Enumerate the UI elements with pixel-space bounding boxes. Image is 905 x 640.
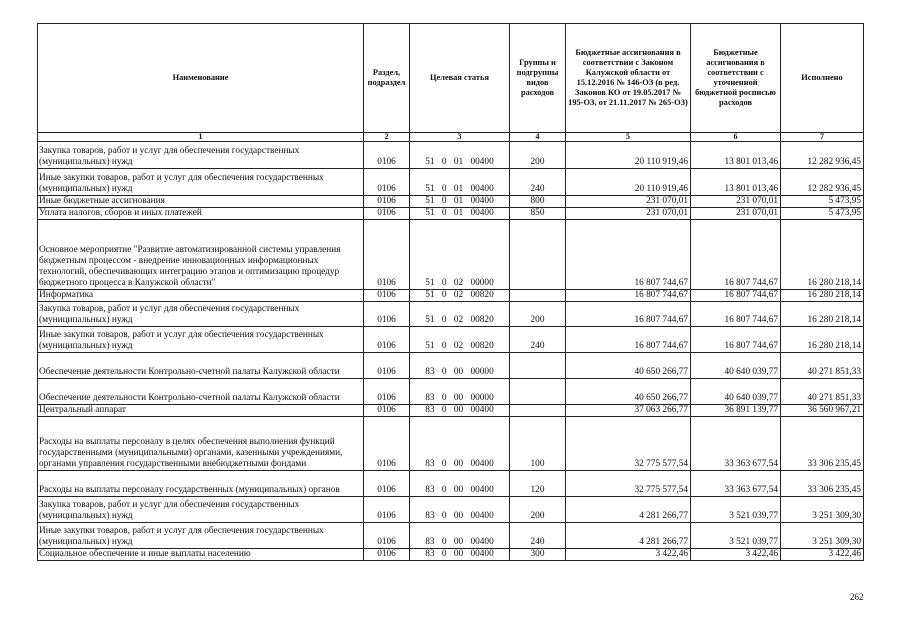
cell-refined: 16 807 744,67 [691, 220, 781, 290]
cell-target: 83 0 00 00400 [410, 497, 510, 523]
cell-law: 231 070,01 [566, 196, 691, 208]
cell-executed: 16 280 218,14 [781, 220, 864, 290]
cell-target: 51 0 02 00820 [410, 290, 510, 302]
table-row [38, 142, 864, 169]
cell-section: 0106 [364, 379, 410, 405]
cell-group: 800 [510, 196, 566, 208]
column-number: 7 [781, 133, 864, 142]
table-row [38, 523, 864, 549]
header-group: Группы и подгруппы видов расходов [510, 24, 566, 133]
cell-group: 300 [510, 549, 566, 561]
cell-law: 16 807 744,67 [566, 220, 691, 290]
cell-name: Закупка товаров, работ и услуг для обеспечения государственных (муниципальных) нужд [38, 302, 364, 327]
column-number-row [38, 133, 864, 142]
cell-section: 0106 [364, 405, 410, 417]
page-number: 262 [850, 592, 864, 602]
cell-name: Уплата налогов, сборов и иных платежей [38, 208, 364, 220]
table-row [38, 327, 864, 353]
cell-group: 240 [510, 169, 566, 196]
cell-section: 0106 [364, 417, 410, 471]
cell-target: 51 0 02 00820 [410, 302, 510, 327]
cell-refined: 231 070,01 [691, 196, 781, 208]
cell-executed: 36 560 967,21 [781, 405, 864, 417]
cell-target: 51 0 01 00400 [410, 196, 510, 208]
cell-law: 231 070,01 [566, 208, 691, 220]
budget-table [37, 23, 864, 561]
cell-law: 37 063 266,77 [566, 405, 691, 417]
header-row [38, 24, 864, 133]
table-row [38, 379, 864, 405]
cell-refined: 16 807 744,67 [691, 302, 781, 327]
table-row [38, 302, 864, 327]
cell-executed: 33 306 235,45 [781, 417, 864, 471]
header-executed: Исполнено [781, 24, 864, 133]
cell-refined: 231 070,01 [691, 208, 781, 220]
cell-section: 0106 [364, 196, 410, 208]
cell-group: 240 [510, 327, 566, 353]
table-row [38, 471, 864, 497]
cell-refined: 16 807 744,67 [691, 290, 781, 302]
cell-section: 0106 [364, 471, 410, 497]
cell-refined: 3 521 039,77 [691, 523, 781, 549]
cell-section: 0106 [364, 523, 410, 549]
cell-refined: 3 422,46 [691, 549, 781, 561]
cell-name: Иные закупки товаров, работ и услуг для обеспечения государственных (муниципальных) нужд [38, 523, 364, 549]
table-row [38, 169, 864, 196]
cell-group [510, 353, 566, 379]
cell-refined: 13 801 013,46 [691, 142, 781, 169]
cell-group: 850 [510, 208, 566, 220]
cell-name: Информатика [38, 290, 364, 302]
cell-target: 51 0 02 00000 [410, 220, 510, 290]
cell-executed: 3 422,46 [781, 549, 864, 561]
cell-executed: 16 280 218,14 [781, 290, 864, 302]
cell-target: 51 0 01 00400 [410, 142, 510, 169]
table-row [38, 220, 864, 290]
column-number: 4 [510, 133, 566, 142]
cell-section: 0106 [364, 302, 410, 327]
cell-group: 200 [510, 497, 566, 523]
cell-group: 120 [510, 471, 566, 497]
cell-law: 16 807 744,67 [566, 302, 691, 327]
column-number: 1 [38, 133, 364, 142]
cell-name: Расходы на выплаты персоналу в целях обеспечения выполнения функций государственными (муниципальными) органами, казенными учреждениями, органами управления государственными внебюджетными фондами [38, 417, 364, 471]
cell-refined: 40 640 039,77 [691, 379, 781, 405]
table-row [38, 196, 864, 208]
cell-law: 4 281 266,77 [566, 523, 691, 549]
cell-refined: 33 363 677,54 [691, 417, 781, 471]
cell-section: 0106 [364, 208, 410, 220]
cell-executed: 3 251 309,30 [781, 523, 864, 549]
cell-law: 4 281 266,77 [566, 497, 691, 523]
column-number: 5 [566, 133, 691, 142]
cell-executed: 12 282 936,45 [781, 169, 864, 196]
table-row [38, 353, 864, 379]
cell-target: 83 0 00 00400 [410, 471, 510, 497]
cell-name: Обеспечение деятельности Контрольно-счетной палаты Калужской области [38, 379, 364, 405]
column-number: 2 [364, 133, 410, 142]
cell-target: 83 0 00 00400 [410, 549, 510, 561]
cell-law: 40 650 266,77 [566, 353, 691, 379]
cell-section: 0106 [364, 353, 410, 379]
cell-group [510, 290, 566, 302]
cell-executed: 16 280 218,14 [781, 327, 864, 353]
cell-group: 200 [510, 302, 566, 327]
cell-group: 200 [510, 142, 566, 169]
cell-law: 16 807 744,67 [566, 290, 691, 302]
column-number: 6 [691, 133, 781, 142]
table-row [38, 405, 864, 417]
cell-section: 0106 [364, 549, 410, 561]
cell-name: Иные закупки товаров, работ и услуг для обеспечения государственных (муниципальных) нужд [38, 169, 364, 196]
cell-group: 100 [510, 417, 566, 471]
table-row [38, 290, 864, 302]
cell-section: 0106 [364, 497, 410, 523]
cell-name: Расходы на выплаты персоналу государственных (муниципальных) органов [38, 471, 364, 497]
cell-section: 0106 [364, 142, 410, 169]
cell-refined: 16 807 744,67 [691, 327, 781, 353]
cell-refined: 33 363 677,54 [691, 471, 781, 497]
cell-refined: 40 640 039,77 [691, 353, 781, 379]
cell-name: Обеспечение деятельности Контрольно-счетной палаты Калужской области [38, 353, 364, 379]
cell-executed: 33 306 235,45 [781, 471, 864, 497]
cell-executed: 5 473,95 [781, 196, 864, 208]
cell-name: Иные бюджетные ассигнования [38, 196, 364, 208]
cell-refined: 36 891 139,77 [691, 405, 781, 417]
cell-group [510, 405, 566, 417]
header-target: Целевая статья [410, 24, 510, 133]
cell-refined: 13 801 013,46 [691, 169, 781, 196]
cell-law: 32 775 577,54 [566, 471, 691, 497]
table-row [38, 497, 864, 523]
cell-target: 83 0 00 00000 [410, 379, 510, 405]
cell-law: 20 110 919,46 [566, 169, 691, 196]
cell-executed: 40 271 851,33 [781, 353, 864, 379]
cell-target: 51 0 02 00820 [410, 327, 510, 353]
cell-section: 0106 [364, 327, 410, 353]
table-row [38, 417, 864, 471]
cell-law: 40 650 266,77 [566, 379, 691, 405]
cell-target: 51 0 01 00400 [410, 169, 510, 196]
cell-target: 51 0 01 00400 [410, 208, 510, 220]
header-refined: Бюджетные ассигнования в соответствии с уточненной бюджетной росписью расходов [691, 24, 781, 133]
cell-law: 32 775 577,54 [566, 417, 691, 471]
cell-law: 16 807 744,67 [566, 327, 691, 353]
cell-section: 0106 [364, 169, 410, 196]
cell-name: Иные закупки товаров, работ и услуг для обеспечения государственных (муниципальных) нужд [38, 327, 364, 353]
cell-executed: 3 251 309,30 [781, 497, 864, 523]
cell-name: Закупка товаров, работ и услуг для обеспечения государственных (муниципальных) нужд [38, 497, 364, 523]
cell-name: Социальное обеспечение и иные выплаты населению [38, 549, 364, 561]
table-row [38, 549, 864, 561]
cell-section: 0106 [364, 220, 410, 290]
cell-executed: 5 473,95 [781, 208, 864, 220]
cell-group: 240 [510, 523, 566, 549]
header-law: Бюджетные ассигнования в соответствии с Законом Калужской области от 15.12.2016 № 146-ОЗ (в ред. Законов КО от 19.05.2017 № 195-ОЗ, от 21.11.2017 № 265-ОЗ) [566, 24, 691, 133]
cell-target: 83 0 00 00400 [410, 417, 510, 471]
cell-section: 0106 [364, 290, 410, 302]
header-name: Наименование [38, 24, 364, 133]
cell-group [510, 379, 566, 405]
cell-executed: 40 271 851,33 [781, 379, 864, 405]
cell-name: Центральный аппарат [38, 405, 364, 417]
cell-target: 83 0 00 00400 [410, 523, 510, 549]
cell-law: 3 422,46 [566, 549, 691, 561]
cell-name: Закупка товаров, работ и услуг для обеспечения государственных (муниципальных) нужд [38, 142, 364, 169]
cell-group [510, 220, 566, 290]
cell-target: 83 0 00 00000 [410, 353, 510, 379]
cell-target: 83 0 00 00400 [410, 405, 510, 417]
cell-executed: 12 282 936,45 [781, 142, 864, 169]
cell-refined: 3 521 039,77 [691, 497, 781, 523]
column-number: 3 [410, 133, 510, 142]
cell-name: Основное мероприятие "Развитие автоматизированной системы управления бюджетным процессом - внедрение инновационных информационных технологий, обеспечивающих интеграцию этапов и оптимизацию процедур бюджетного процесса в Калужской области" [38, 220, 364, 290]
header-section: Раздел, подраздел [364, 24, 410, 133]
cell-executed: 16 280 218,14 [781, 302, 864, 327]
table-row [38, 208, 864, 220]
cell-law: 20 110 919,46 [566, 142, 691, 169]
